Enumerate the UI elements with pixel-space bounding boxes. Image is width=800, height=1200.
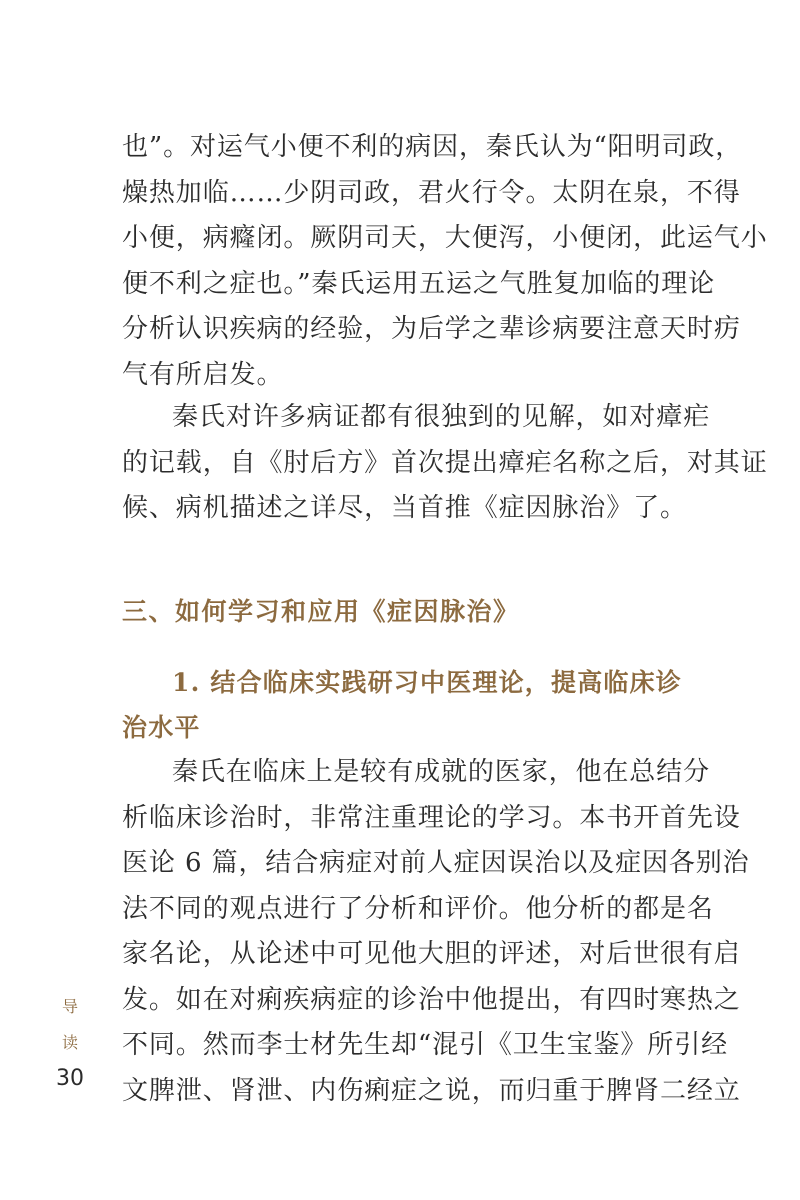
text-line: 也”。对运气小便不利的病因，秦氏认为“阳明司政，	[122, 132, 743, 162]
text-line: 发。如在对痢疾病症的诊治中他提出，有四时寒热之	[122, 984, 741, 1015]
side-label-char: 读	[62, 1033, 79, 1052]
text-line: 秦氏在临床上是较有成就的医家，他在总结分	[172, 757, 711, 787]
text-line: 分析认识疾病的经验，为后学之辈诊病要注意天时疠	[122, 314, 741, 344]
subsection-title-line: 治水平	[122, 713, 201, 742]
text-line: 的记载，自《肘后方》首次提出瘴疟名称之后，对其证	[122, 447, 768, 478]
text-line: 析临床诊治时，非常注重理论的学习。本书开首先设	[122, 802, 741, 833]
paragraph-1	[122, 125, 768, 398]
text-line: 小便，病癃闭。厥阴司天，大便泻，小便闭，此运气小	[122, 223, 768, 253]
text-line: 家名论，从论述中可见他大胆的评述，对后世很有启	[122, 939, 741, 969]
paragraph-3	[122, 750, 750, 1114]
text-line: 不同。然而李士材先生却“混引《卫生宝鉴》所引经	[122, 1030, 728, 1060]
text-line: 文脾泄、肾泄、内伤痢症之说，而归重于脾肾二经立	[122, 1075, 741, 1106]
paragraph-2	[122, 395, 768, 532]
text-line: 气有所启发。	[122, 359, 284, 390]
text-line: 燥热加临……少阴司政，君火行令。太阴在泉，不得	[122, 177, 741, 208]
side-label-char: 导	[62, 997, 79, 1016]
text-line: 秦氏对许多病证都有很独到的见解，如对瘴疟	[172, 402, 711, 432]
text-line: 法不同的观点进行了分析和评价。他分析的都是名	[122, 893, 714, 924]
text-line: 便不利之症也。”秦氏运用五运之气胜复加临的理论	[122, 268, 715, 299]
subsection-title	[122, 660, 682, 750]
text-line: 医论 6 篇，结合病症对前人症因误治以及症因各别治	[122, 848, 750, 878]
section-title: 三、如何学习和应用《症因脉治》	[122, 597, 520, 626]
page-number: 30	[56, 1066, 84, 1091]
subsection-title-line: 1. 结合临床实践研习中医理论，提高临床诊	[172, 668, 683, 697]
text-line: 候、病机描述之详尽，当首推《症因脉治》了。	[122, 493, 687, 523]
